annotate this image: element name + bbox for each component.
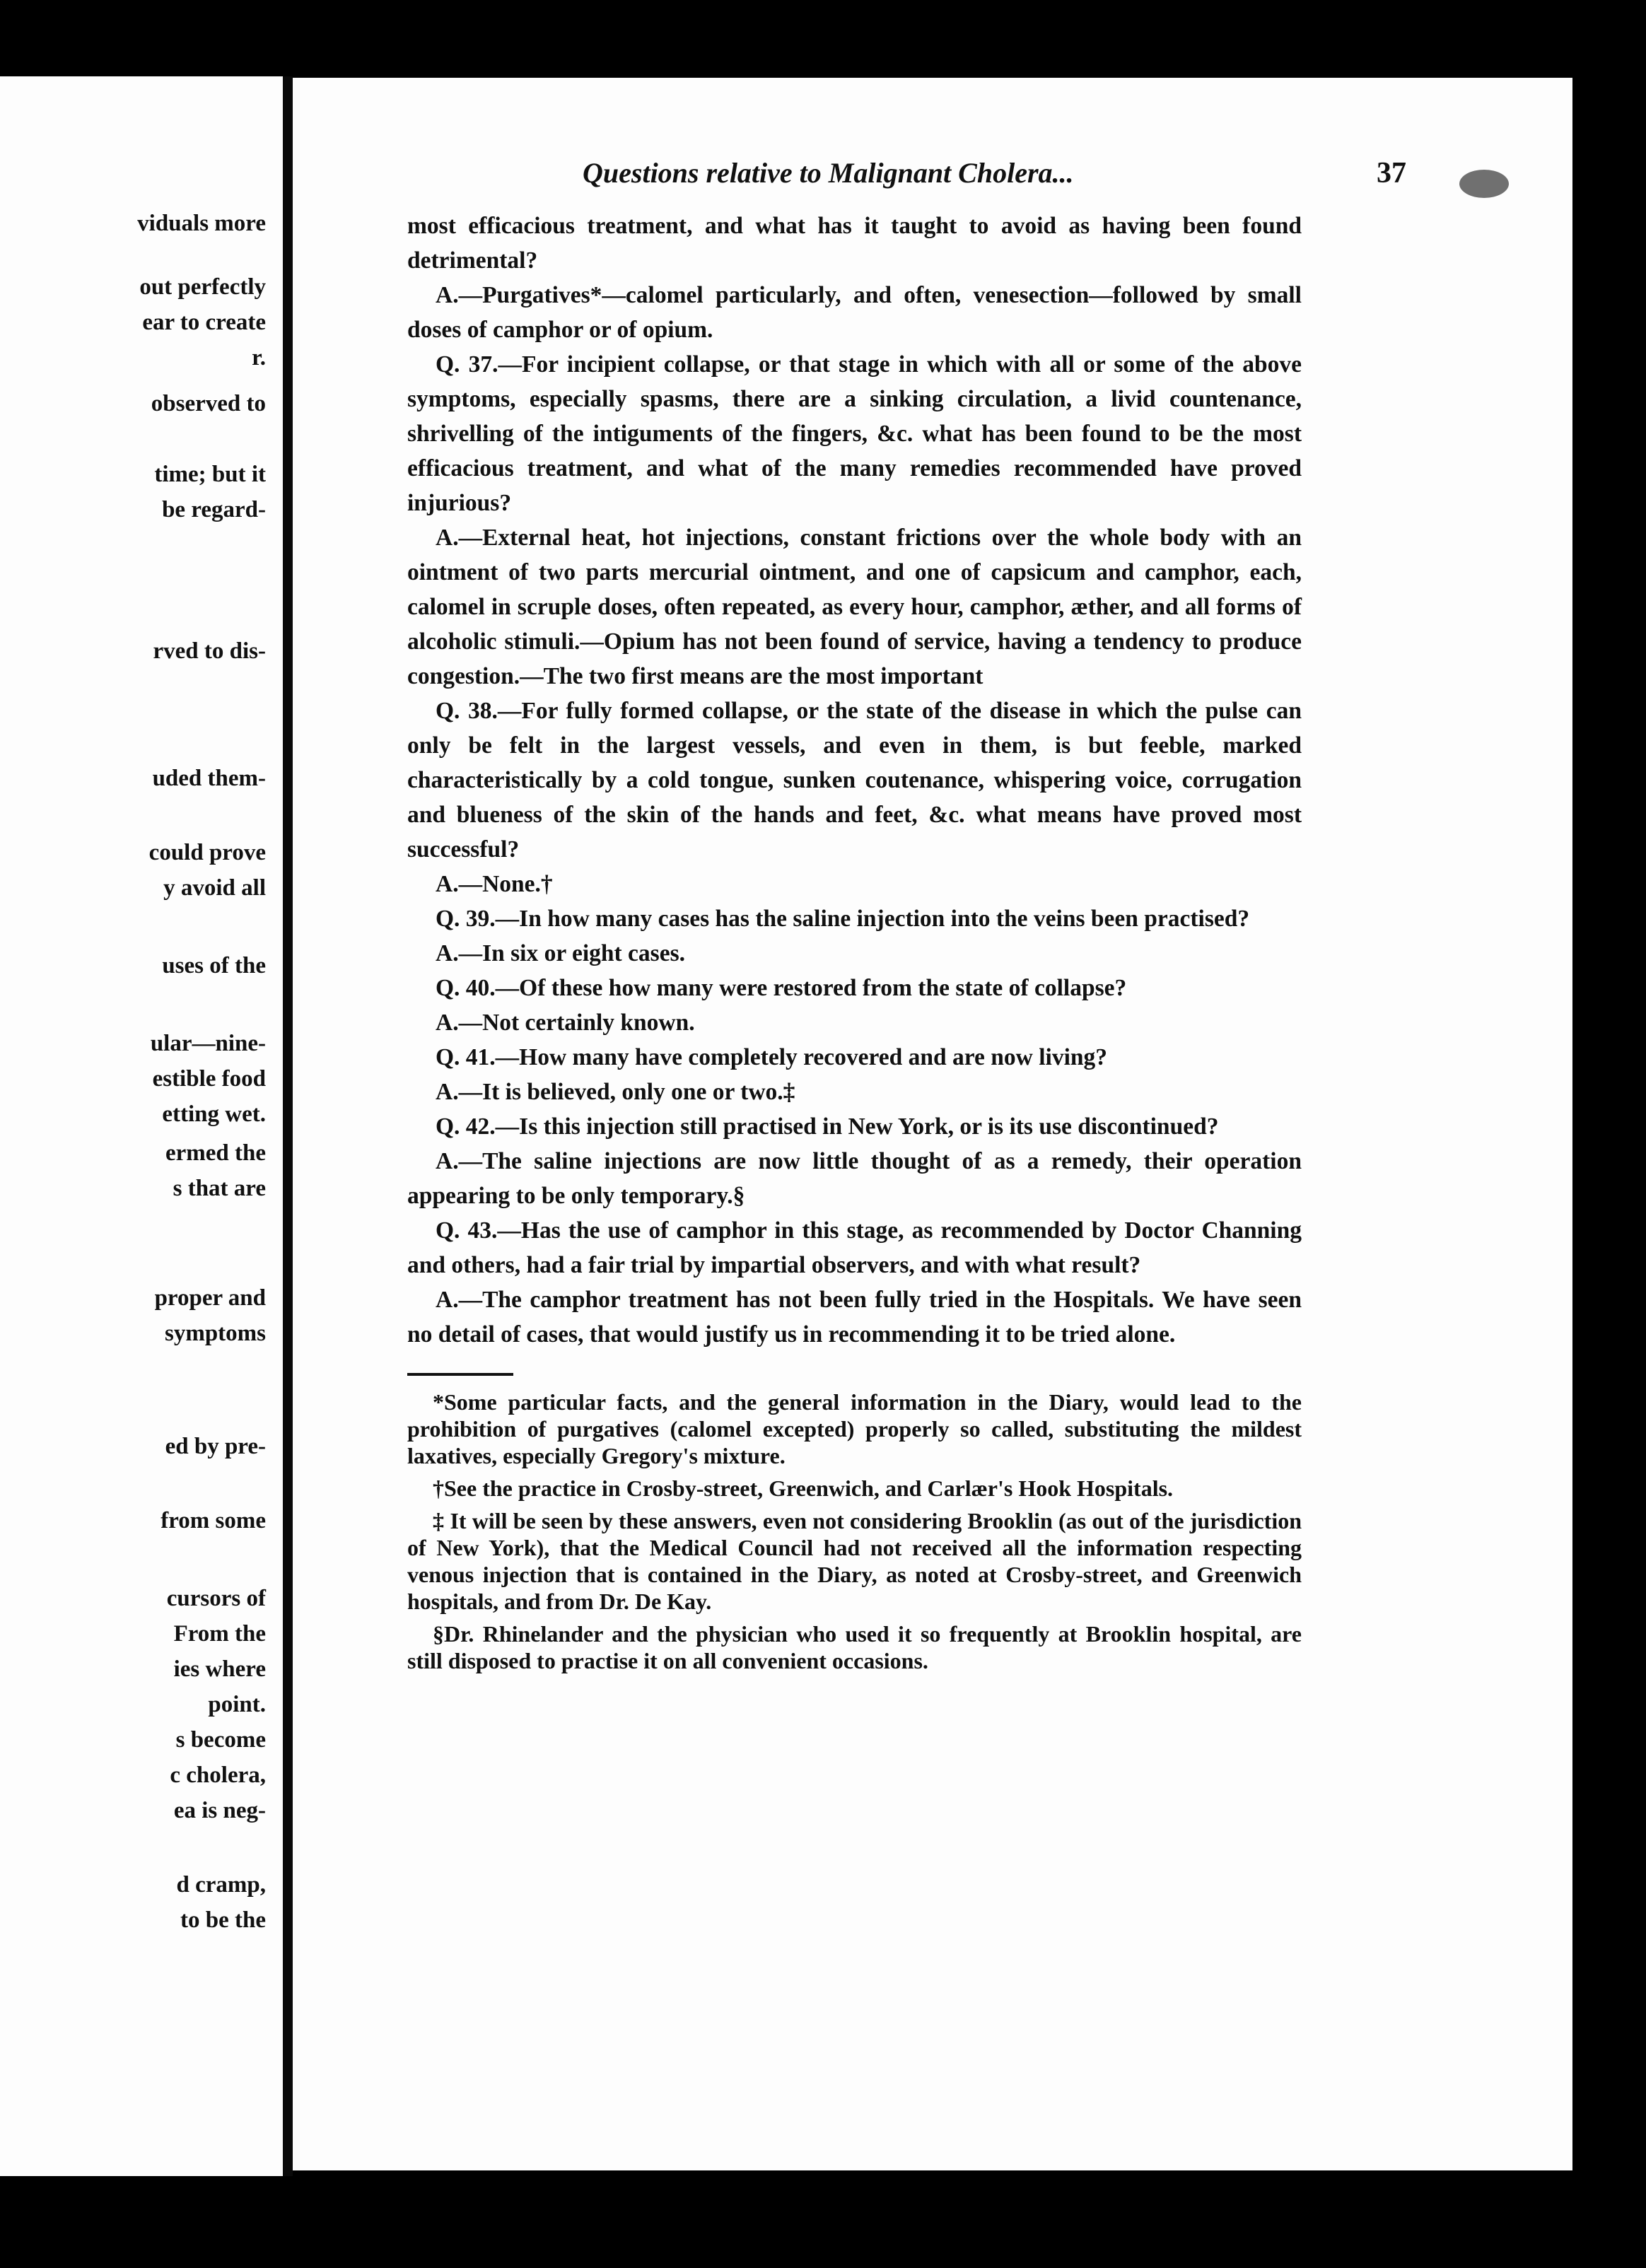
- page-number: 37: [1377, 157, 1406, 189]
- facing-page-line: s become: [175, 1727, 266, 1753]
- body-paragraph: A.—External heat, hot injections, constant frictions over the whole body with an ointment of two parts mercurial ointment, and one of capsicum and camphor, each, calomel in scruple doses, often repeated, as every hour, camphor, æther, and all forms of alcoholic stimuli.—Opium has not been found of service, having a tendency to produce congestion.—The two first means are the most important: [407, 525, 1302, 689]
- facing-page-line: y avoid all: [163, 875, 266, 901]
- page-37: [293, 78, 1572, 2170]
- running-header: [583, 152, 1406, 194]
- footnotes: [407, 1389, 1302, 1674]
- facing-page-line: from some: [160, 1508, 266, 1533]
- body-paragraph: Q. 42.—Is this injection still practised in New York, or is its use discontinued?: [436, 1113, 1219, 1140]
- body-paragraph: A.—Not certainly known.: [436, 1010, 695, 1036]
- facing-page-line: time; but it: [154, 462, 266, 487]
- facing-page-line: r.: [252, 345, 266, 370]
- body-paragraph: Q. 38.—For fully formed collapse, or the state of the disease in which the pulse can only be felt in the largest vessels, and even in them, is but feeble, marked characteristically by a cold tongue, sunken coutenance, whispering voice, corrugation and blueness of the skin of the hands and feet, &c. what means have proved most successful?: [407, 698, 1302, 863]
- body-paragraph: Q. 41.—How many have completely recovered and are now living?: [436, 1044, 1108, 1070]
- facing-page-line: From the: [173, 1621, 266, 1647]
- facing-page-line: estible food: [152, 1066, 266, 1092]
- facing-page-line: ermed the: [165, 1140, 266, 1166]
- facing-page-line: etting wet.: [162, 1101, 266, 1127]
- footnote: ‡ It will be seen by these answers, even not considering Brooklin (as out of the jurisdiction of New York), that the Medical Council had not received all the information respecting venous injection that is contained in the Diary, as noted at Crosby-street, and Greenwich hospitals, and from Dr. De Kay.: [407, 1508, 1302, 1614]
- facing-page-line: viduals more: [137, 211, 266, 236]
- facing-page-line: out perfectly: [139, 274, 266, 300]
- facing-page-line: proper and: [154, 1285, 266, 1311]
- body-paragraph: A.—Purgatives*—calomel particularly, and often, venesection—followed by small doses of camphor or of opium.: [407, 282, 1302, 343]
- footnote: §Dr. Rhinelander and the physician who used it so frequently at Brooklin hospital, are still disposed to practise it on all convenient occasions.: [407, 1621, 1302, 1673]
- body-paragraph: Q. 37.—For incipient collapse, or that stage in which with all or some of the above symptoms, especially spasms, there are a sinking circulation, a livid countenance, shrivelling of the intiguments of the fingers, &c. what has been found to be the most efficacious treatment, and what of the many remedies recommended have proved injurious?: [407, 351, 1302, 516]
- footnote: †See the practice in Crosby-street, Greenwich, and Carlær's Hook Hospitals.: [433, 1475, 1174, 1501]
- facing-page-fragment: [0, 76, 283, 2176]
- facing-page-line: d cramp,: [176, 1872, 266, 1898]
- facing-page-line: to be the: [180, 1907, 266, 1933]
- footnote-rule: [407, 1373, 513, 1376]
- facing-page-line: uses of the: [162, 953, 266, 978]
- facing-page-line: ed by pre-: [165, 1434, 266, 1459]
- facing-page-line: c cholera,: [170, 1763, 266, 1788]
- body-paragraph: Q. 39.—In how many cases has the saline injection into the veins been practised?: [436, 906, 1250, 932]
- facing-page-line: s that are: [173, 1176, 266, 1201]
- facing-page-line: ear to create: [142, 310, 266, 335]
- facing-page-line: uded them-: [152, 766, 266, 791]
- facing-page-line: point.: [208, 1692, 266, 1717]
- body-text: [407, 209, 1302, 1674]
- running-title: Questions relative to Malignant Cholera...: [583, 157, 1074, 189]
- facing-page-line: cursors of: [166, 1586, 266, 1611]
- body-paragraph: A.—It is believed, only one or two.‡: [436, 1079, 795, 1105]
- footnote: *Some particular facts, and the general information in the Diary, would lead to the prohibition of purgatives (calomel excepted) properly so called, substituting the mildest laxatives, especially Gregory's mixture.: [407, 1389, 1302, 1468]
- body-paragraph: A.—In six or eight cases.: [436, 940, 685, 966]
- facing-page-line: ea is neg-: [173, 1798, 266, 1823]
- facing-page-line: could prove: [148, 840, 266, 865]
- body-paragraph: A.—The saline injections are now little thought of as a remedy, their operation appearing to be only temporary.§: [407, 1148, 1302, 1209]
- facing-page-line: ies where: [173, 1656, 266, 1682]
- ink-smudge: [1459, 170, 1509, 198]
- body-paragraph: Q. 43.—Has the use of camphor in this stage, as recommended by Doctor Channing and others, had a fair trial by impartial observers, and with what result?: [407, 1217, 1302, 1278]
- facing-page-line: be regard-: [162, 497, 266, 522]
- facing-page-line: observed to: [151, 391, 266, 416]
- facing-page-line: rved to dis-: [153, 638, 266, 664]
- body-paragraph: A.—The camphor treatment has not been fully tried in the Hospitals. We have seen no detail of cases, that would justify us in recommending it to be tried alone.: [407, 1287, 1302, 1348]
- page-gutter: [283, 76, 293, 2176]
- facing-page-line: ular—nine-: [150, 1031, 266, 1056]
- body-paragraph: Q. 40.—Of these how many were restored from the state of collapse?: [436, 975, 1127, 1001]
- body-paragraph: most efficacious treatment, and what has it taught to avoid as having been found detrimental?: [407, 213, 1302, 274]
- body-paragraph: A.—None.†: [436, 871, 553, 897]
- facing-page-line: symptoms: [164, 1321, 266, 1346]
